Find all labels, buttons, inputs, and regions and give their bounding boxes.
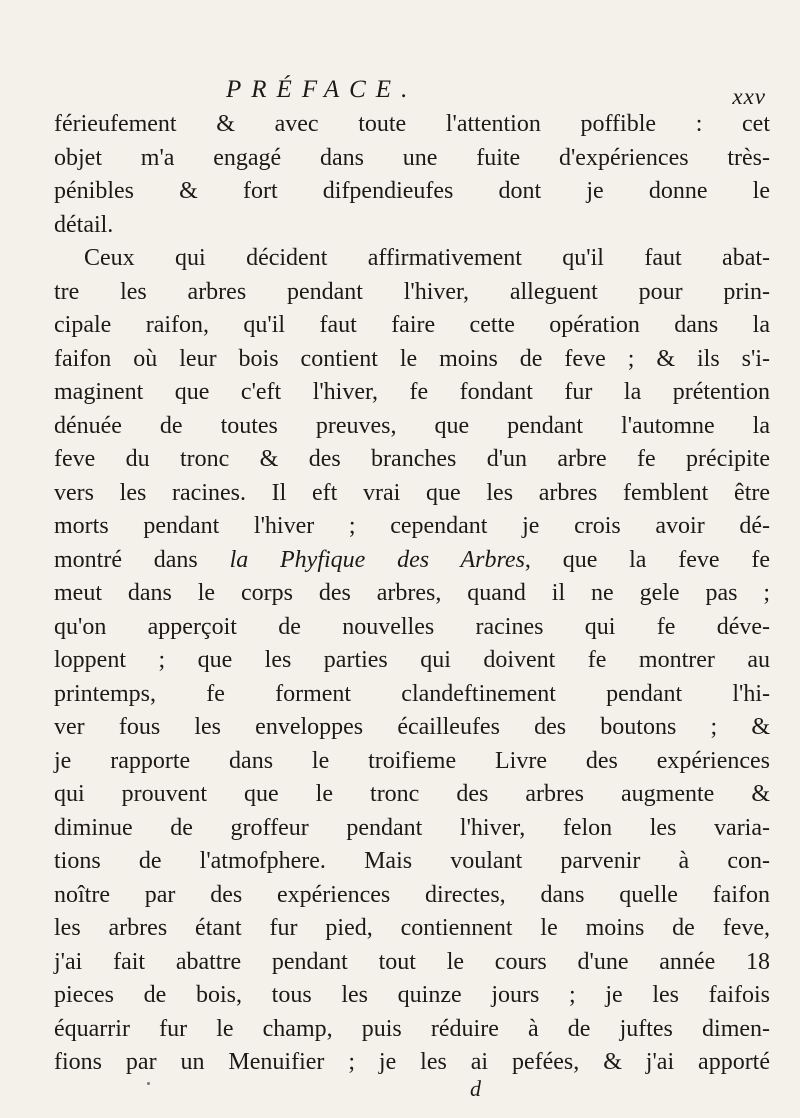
text-line: fions par un Menuifier ; je les ai pefées, & j'ai apporté: [54, 1049, 770, 1075]
text-line: faifon où leur bois contient le moins de feve ; & ils s'i-: [54, 345, 770, 372]
text-line: détail.: [54, 211, 114, 238]
body-text: [54, 108, 770, 1080]
text-line: cipale raifon, qu'il faut faire cette opération dans la: [54, 312, 770, 338]
text-line: j'ai fait abattre pendant tout le cours d'une année 18: [54, 948, 770, 975]
text-line: tre les arbres pendant l'hiver, alleguent pour prin-: [54, 278, 770, 305]
text-line: maginent que c'eft l'hiver, fe fondant fur la prétention: [54, 379, 770, 405]
italic-book-title: la Phyfique des Arbres: [229, 546, 525, 573]
text-line-with-italic: montré dans la Phyfique des Arbres, que la feve fe: [54, 546, 770, 573]
text-line: noître par des expériences directes, dans quelle faifon: [54, 881, 770, 908]
text-line: je rapporte dans le troifieme Livre des expériences: [54, 747, 770, 774]
page-number: xxv: [732, 84, 766, 109]
text-line: équarrir fur le champ, puis réduire à de juftes dimen-: [54, 1015, 770, 1042]
text-line: ver fous les enveloppes écailleufes des boutons ; &: [54, 714, 770, 740]
text-line: qui prouvent que le tronc des arbres augmente &: [54, 781, 770, 807]
text-line: férieufement & avec toute l'attention poffible : cet: [54, 111, 770, 137]
text-line: diminue de groffeur pendant l'hiver, felon les varia-: [54, 814, 770, 841]
text-line: Ceux qui décident affirmativement qu'il faut abat-: [84, 245, 770, 271]
text-line: morts pendant l'hiver ; cependant je crois avoir dé-: [54, 513, 770, 539]
text-line: feve du tronc & des branches d'un arbre fe précipite: [54, 446, 770, 472]
text-line: les arbres étant fur pied, contiennent le moins de feve,: [54, 915, 770, 941]
text-line: qu'on apperçoit de nouvelles racines qui fe déve-: [54, 613, 770, 640]
text-line: meut dans le corps des arbres, quand il ne gele pas ;: [54, 580, 770, 606]
text-line: printemps, fe forment clandeftinement pendant l'hi-: [54, 680, 770, 707]
text-line: pénibles & fort difpendieufes dont je donne le: [54, 178, 770, 204]
text-line: pieces de bois, tous les quinze jours ; je les faifois: [54, 982, 770, 1008]
running-title: PRÉFACE.: [226, 76, 418, 103]
signature-mark: d: [470, 1076, 481, 1101]
text-line: objet m'a engagé dans une fuite d'expériences très-: [54, 144, 770, 171]
text-line: tions de l'atmofphere. Mais voulant parvenir à con-: [54, 848, 770, 874]
ink-speck: [147, 1082, 150, 1085]
text-line: dénuée de toutes preuves, que pendant l'automne la: [54, 412, 770, 439]
text-line: loppent ; que les parties qui doivent fe montrer au: [54, 647, 770, 673]
text-line: vers les racines. Il eft vrai que les arbres femblent être: [54, 479, 770, 506]
